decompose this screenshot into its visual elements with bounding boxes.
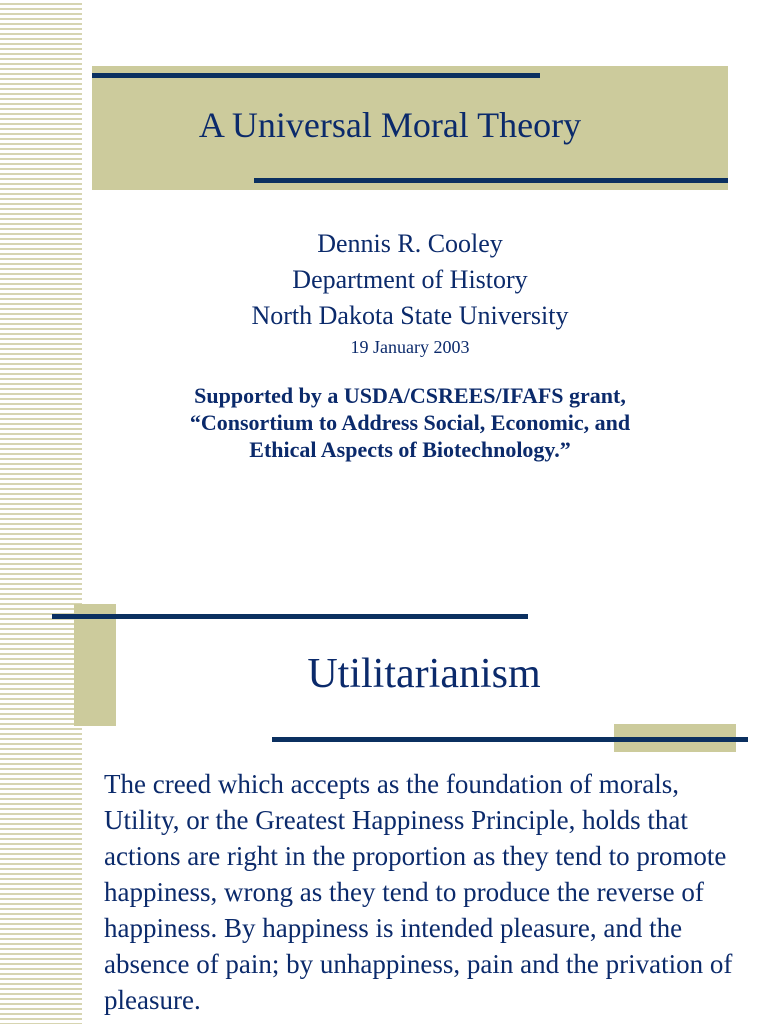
author-block — [92, 226, 728, 360]
section-accent-block-left — [74, 604, 116, 726]
grant-line-2: “Consortium to Address Social, Economic, and — [189, 410, 631, 435]
presentation-date: 19 January 2003 — [350, 337, 470, 357]
grant-acknowledgement — [92, 382, 728, 463]
title-top-rule — [92, 73, 540, 78]
grant-line-3: Ethical Aspects of Biotechnology.” — [249, 437, 571, 462]
title-bottom-rule — [254, 178, 728, 183]
left-stripe-decoration — [0, 0, 82, 1024]
section-bottom-rule — [272, 737, 748, 742]
author-name: Dennis R. Cooley — [317, 229, 503, 258]
university: North Dakota State University — [251, 301, 569, 330]
utilitarianism-quote: The creed which accepts as the foundation of morals, Utility, or the Greatest Happiness Principle, holds that actions are right in the proportion as they tend to promote happiness, wrong as they tend to produce the reverse of happiness. By happiness is intended pleasure, and the absence of pain; by unhappiness, pain and the privation of pleasure. — [104, 769, 733, 1015]
slide-title: A Universal Moral Theory — [198, 105, 582, 145]
section-title: Utilitarianism — [307, 651, 541, 697]
department: Department of History — [292, 265, 528, 294]
grant-line-1: Supported by a USDA/CSREES/IFAFS grant, — [194, 383, 626, 408]
section-top-rule — [52, 614, 528, 619]
